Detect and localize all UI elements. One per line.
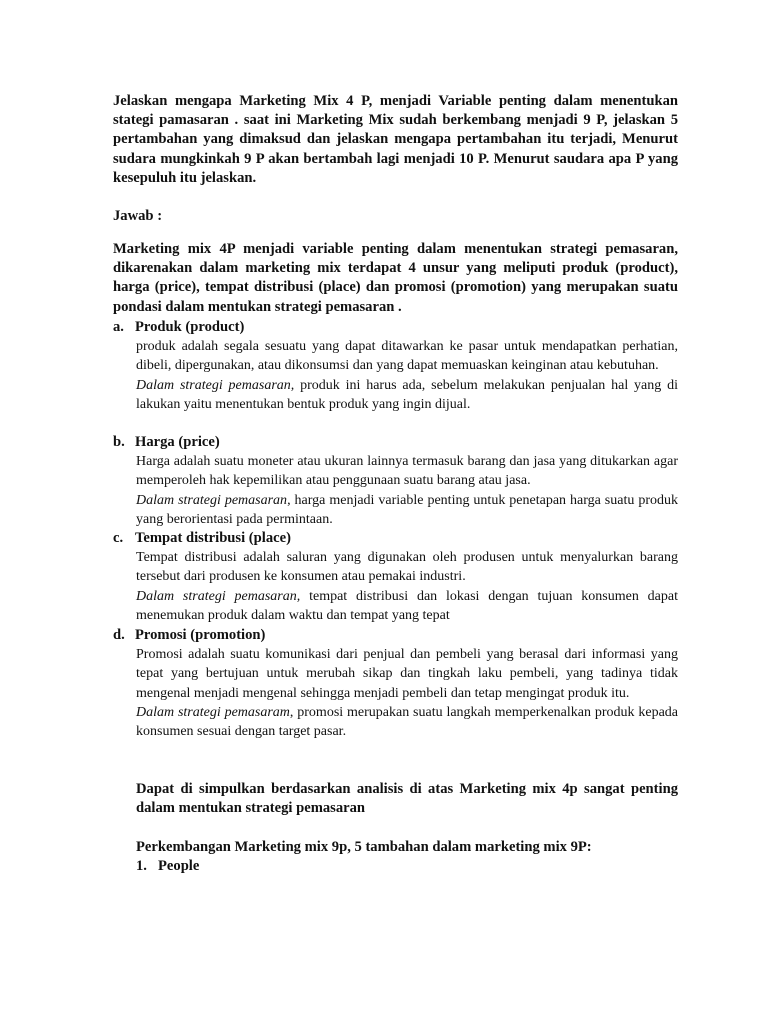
item-c-body <box>136 548 678 625</box>
item-b-definition: Harga adalah suatu moneter atau ukuran lainnya termasuk barang dan jasa yang ditukarkan agar memperoleh hak kepemilikan atau penggunaan suatu barang atau jasa. <box>136 454 678 489</box>
numbered-item-1-title: People <box>158 858 200 874</box>
item-a-marker: a. <box>113 319 124 335</box>
item-d-strategy-text: , promosi merupakan suatu langkah memperkenalkan produk kepada konsumen sesuai dengan target pasar. <box>136 704 678 740</box>
item-a-definition: produk adalah segala sesuatu yang dapat ditawarkan ke pasar untuk mendapatkan perhatian, dibeli, dipergunakan, atau dikonsumsi dan yang dapat memuaskan keinginan atau kebutuhan. <box>136 339 678 374</box>
item-d-definition: Promosi adalah suatu komunikasi dari penjual dan pembeli yang berasal dari informasi yang tepat yang bertujuan untuk merubah sikap dan tingkah laku pembeli, yang tadinya tidak mengenal menjadi mengenal sehingga menjadi pembeli dan tetap mengingat produk itu. <box>136 647 678 701</box>
numbered-item-1 <box>136 857 199 876</box>
item-c-strategy-text: tempat distribusi dan lokasi dengan tujuan konsumen dapat menemukan produk dalam waktu dan tempat yang tepat <box>136 588 678 623</box>
item-c-strategy-label: Dalam strategi pemasaran, <box>136 588 301 604</box>
item-a-title: Produk (product) <box>135 319 245 335</box>
item-b-strategy-label: Dalam strategi pemasaran <box>136 492 288 508</box>
item-d-header <box>113 626 265 645</box>
item-c-marker: c. <box>113 530 124 546</box>
question-paragraph: Jelaskan mengapa Marketing Mix 4 P, menjadi Variable penting dalam menentukan stategi pamasaran . saat ini Marketing Mix sudah berkembang menjadi 9 P, jelaskan 5 pertambahan yang dimaksud dan jelaskan mengapa pertambahan itu terjadi, Menurut sudara mungkinkah 9 P akan bertambah lagi menjadi 10 P. Menurut saudara apa P yang kesepuluh itu jelaskan. <box>113 93 678 186</box>
item-b-header <box>113 433 220 452</box>
item-c-header <box>113 529 291 548</box>
item-b-body <box>136 452 678 529</box>
development-heading: Perkembangan Marketing mix 9p, 5 tambahan dalam marketing mix 9P: <box>136 839 592 855</box>
item-c-definition: Tempat distribusi adalah saluran yang digunakan oleh produsen untuk menyalurkan barang tersebut dari produsen ke konsumen atau pemakai industri. <box>136 550 678 585</box>
answer-label: Jawab : <box>113 208 163 224</box>
item-d-title: Promosi (promotion) <box>135 627 266 643</box>
item-d-body <box>136 645 678 741</box>
item-a-strategy-label: Dalam strategi pemasaran, <box>136 377 295 393</box>
item-c-title: Tempat distribusi (place) <box>135 530 291 546</box>
conclusion-paragraph: Dapat di simpulkan berdasarkan analisis di atas Marketing mix 4p sangat penting dalam mentukan strategi pemasaran <box>136 781 678 817</box>
item-b-title: Harga (price) <box>135 434 220 450</box>
item-d-marker: d. <box>113 627 125 643</box>
item-a-body <box>136 337 678 414</box>
item-d-strategy-label: Dalam strategi pemasaram <box>136 704 290 720</box>
item-b-marker: b. <box>113 434 125 450</box>
item-a-strategy <box>136 376 678 415</box>
item-c-strategy <box>136 587 678 626</box>
item-b-strategy-text: , harga menjadi variable penting untuk penetapan harga suatu produk yang berorientasi pada permintaan. <box>136 492 678 527</box>
numbered-item-1-marker: 1. <box>136 858 147 874</box>
item-a-header <box>113 318 244 337</box>
item-b-strategy <box>136 491 678 530</box>
item-d-strategy <box>136 703 678 742</box>
item-a-strategy-text: produk ini harus ada, sebelum melakukan penjualan hal yang di lakukan yaitu menentukan bentuk produk yang ingin dijual. <box>136 377 678 412</box>
intro-paragraph: Marketing mix 4P menjadi variable penting dalam menentukan strategi pemasaran, dikarenakan dalam marketing mix terdapat 4 unsur yang meliputi produk (product), harga (price), tempat distribusi (place) dan promosi (promotion) yang merupakan suatu pondasi dalam mentukan strategi pemasaran . <box>113 241 678 315</box>
